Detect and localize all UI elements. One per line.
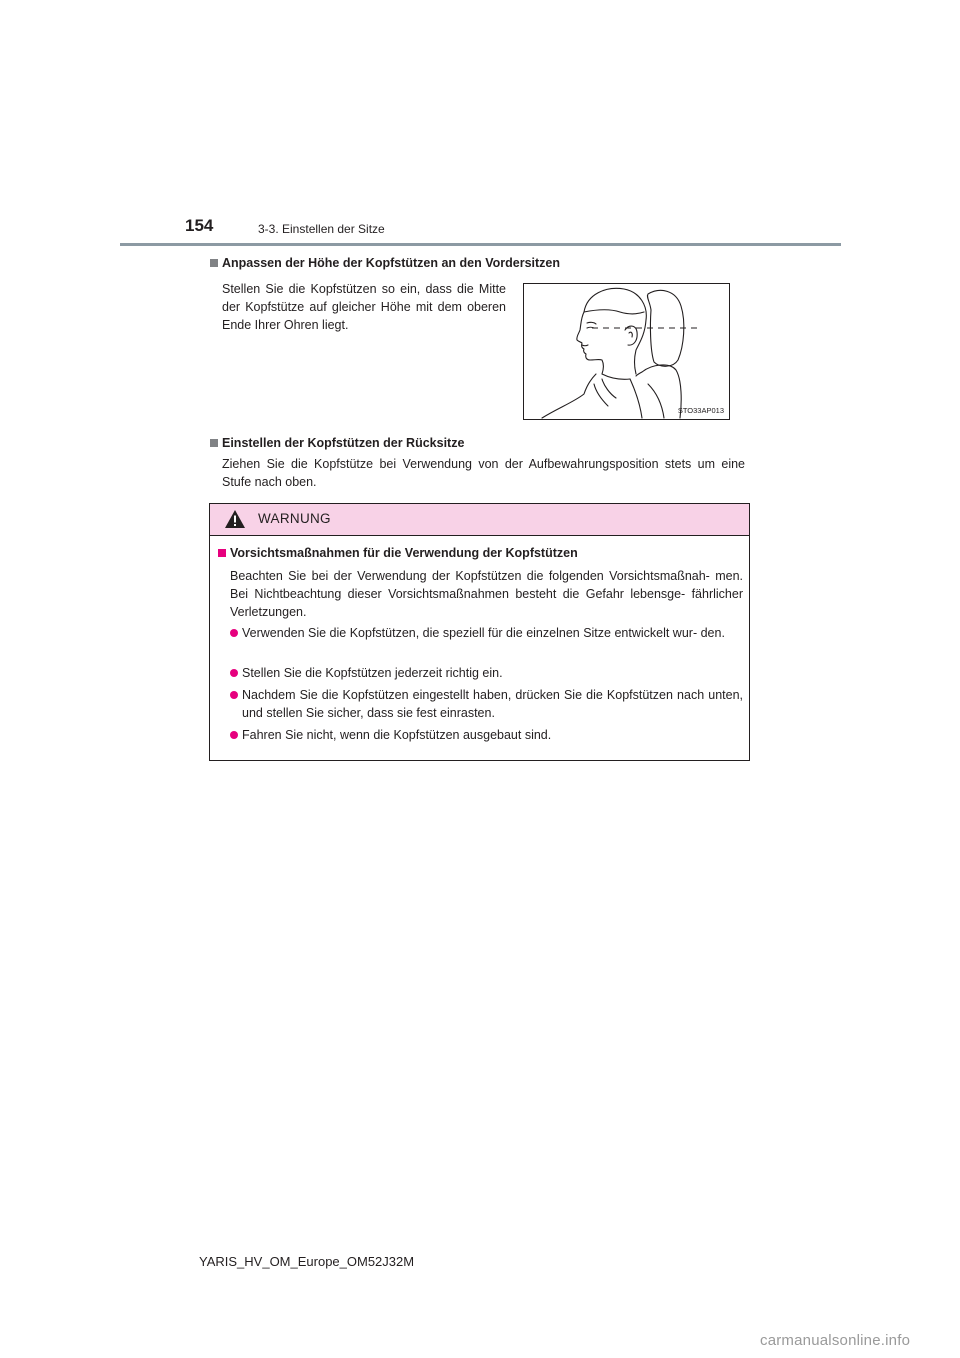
warning-list-text: Stellen Sie die Kopfstützen jederzeit richtig ein. [242, 666, 503, 680]
section-heading-front-headrests [210, 256, 560, 270]
warning-title: WARNUNG [258, 511, 331, 526]
document-id: YARIS_HV_OM_Europe_OM52J32M [199, 1254, 415, 1269]
square-bullet-icon [210, 259, 218, 267]
round-bullet-icon [230, 691, 238, 699]
page-number: 154 [185, 216, 214, 235]
warning-list-item [230, 624, 743, 642]
square-bullet-icon [218, 549, 226, 557]
warning-heading-text: Vorsichtsmaßnahmen für die Verwendung der Kopfstützen [230, 546, 578, 560]
section-heading-text: Anpassen der Höhe der Kopfstützen an den Vordersitzen [222, 256, 561, 270]
section-heading-text: Einstellen der Kopfstützen der Rücksitze [222, 436, 465, 450]
warning-list-item [230, 726, 743, 744]
header-divider [120, 243, 841, 246]
warning-box [209, 503, 750, 761]
square-bullet-icon [210, 439, 218, 447]
warning-header [210, 504, 749, 536]
section-title: 3-3. Einstellen der Sitze [258, 222, 385, 236]
round-bullet-icon [230, 669, 238, 677]
warning-list-item [230, 686, 743, 722]
warning-heading [218, 546, 578, 560]
headrest-illustration [523, 283, 730, 420]
round-bullet-icon [230, 731, 238, 739]
rear-headrest-instruction: Ziehen Sie die Kopfstütze bei Verwendung von der Aufbewahrungsposition stets um eine Stufe nach oben. [222, 457, 745, 489]
section-heading-rear-headrests [210, 436, 464, 450]
warning-intro: Beachten Sie bei der Verwendung der Kopfstützen die folgenden Vorsichtsmaßnah- men. Bei Nichtbeachtung dieser Vorsichtsmaßnahmen besteht die Gefahr lebensge- fährlicher Verletzungen. [230, 569, 743, 619]
watermark: carmanualsonline.info [760, 1332, 911, 1349]
head-and-headrest-drawing [524, 284, 729, 419]
warning-list-text: Nachdem Sie die Kopfstützen eingestellt haben, drücken Sie die Kopfstützen nach unten, und stellen Sie sicher, dass sie fest einrasten. [242, 688, 743, 720]
figure-code: STO33AP013 [677, 406, 724, 415]
warning-list-text: Verwenden Sie die Kopfstützen, die speziell für die einzelnen Sitze entwickelt wur- den. [242, 626, 725, 640]
round-bullet-icon [230, 629, 238, 637]
warning-list-text: Fahren Sie nicht, wenn die Kopfstützen ausgebaut sind. [242, 728, 552, 742]
warning-list-item [230, 664, 743, 682]
front-headrest-instruction: Stellen Sie die Kopfstützen so ein, dass die Mitte der Kopfstütze auf gleicher Höhe mit dem oberen Ende Ihrer Ohren liegt. [222, 282, 506, 332]
warning-triangle-icon [224, 509, 246, 529]
